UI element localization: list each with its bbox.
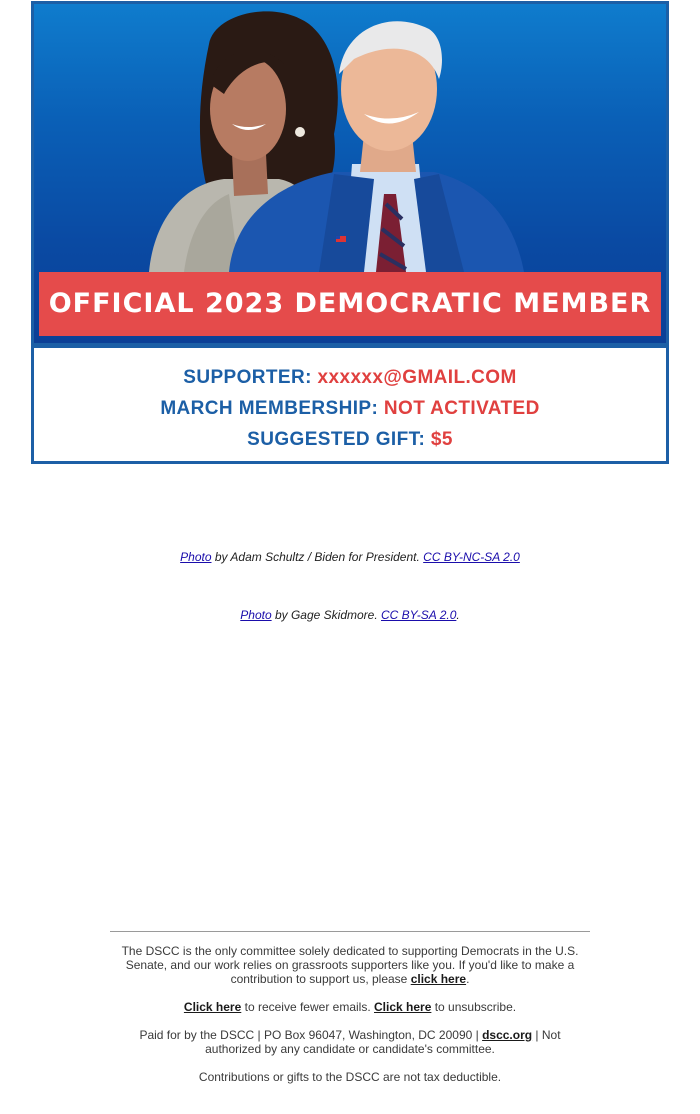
license-link[interactable]: CC BY-NC-SA 2.0 <box>423 550 520 564</box>
footer-divider <box>110 931 590 932</box>
ribbon-title[interactable]: OFFICIAL 2023 DEMOCRATIC MEMBER <box>48 288 652 319</box>
fewer-emails-link[interactable]: Click here <box>183 1000 242 1014</box>
hero-photo[interactable] <box>34 4 666 343</box>
dscc-site-link[interactable]: dscc.org <box>482 1028 533 1042</box>
footer-about <box>110 944 590 986</box>
membership-status: NOT ACTIVATED <box>383 398 540 419</box>
supporter-line[interactable] <box>34 367 666 389</box>
footer-disclaimer <box>110 1028 590 1056</box>
disclaimer-end: | Not authorized by any candidate or candidate's committee. <box>205 1028 561 1056</box>
supporter-label: SUPPORTER: <box>183 367 312 388</box>
footer-about-text: The DSCC is the only committee solely dedicated to supporting Democrats in the U.S. Senate, and our work relies on grassroots supporters like you. If you'd like to make a contribution to support us, please <box>121 944 579 986</box>
photo-credit-2 <box>0 608 700 622</box>
photo-link[interactable]: Photo <box>240 608 272 622</box>
supporter-email: xxxxxx@GMAIL.COM <box>317 367 517 388</box>
unsubscribe-text: to unsubscribe. <box>431 1000 517 1014</box>
gift-amount: $5 <box>430 429 453 450</box>
photo-link[interactable]: Photo <box>180 550 212 564</box>
footer-about-end: . <box>466 972 470 986</box>
photo-credit-1 <box>0 550 700 564</box>
membership-banner[interactable] <box>31 1 669 464</box>
membership-line[interactable] <box>34 398 666 420</box>
footer-email-prefs <box>110 1000 590 1014</box>
contribute-link[interactable]: click here <box>410 972 467 986</box>
gift-line[interactable] <box>34 429 666 451</box>
membership-ribbon[interactable] <box>39 272 661 336</box>
fewer-emails-text: to receive fewer emails. <box>241 1000 374 1014</box>
credit-tail: . <box>456 608 460 622</box>
license-link[interactable]: CC BY-SA 2.0 <box>381 608 457 622</box>
footer-tax-note: Contributions or gifts to the DSCC are not tax deductible. <box>198 1070 502 1084</box>
unsubscribe-link[interactable]: Click here <box>374 1000 432 1014</box>
membership-label: MARCH MEMBERSHIP: <box>160 398 379 419</box>
credit-text: by Gage Skidmore. <box>271 608 382 622</box>
disclaimer-text: Paid for by the DSCC | PO Box 96047, Washington, DC 20090 | <box>139 1028 483 1042</box>
credit-text: by Adam Schultz / Biden for President. <box>211 550 424 564</box>
membership-info[interactable] <box>34 343 666 461</box>
gift-label: SUGGESTED GIFT: <box>247 429 426 450</box>
